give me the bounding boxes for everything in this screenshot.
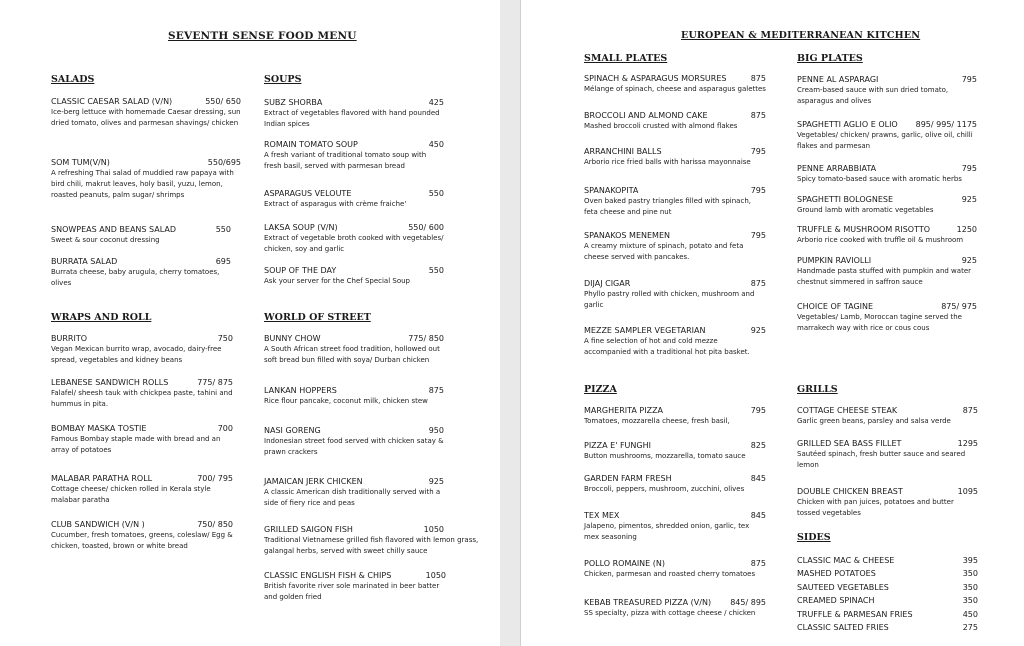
section-heading-soups: SOUPS (264, 74, 302, 85)
section-heading-pizza: PIZZA (584, 384, 617, 395)
item-name: PUMPKIN RAVIOLLI (797, 256, 872, 265)
item-description: Rice flour pancake, coconut milk, chicken stew (264, 397, 428, 405)
item-name: BOMBAY MASKA TOSTIE (51, 424, 147, 433)
item-description: Falafel/ sheesh tauk with chickpea paste, tahini and hummus in pita. (51, 389, 233, 408)
item-name: BUNNY CHOW (264, 334, 321, 343)
item-price: 795 (961, 164, 977, 173)
item-price: 1095 (957, 487, 978, 496)
menu-item (264, 477, 444, 509)
item-price: 795 (750, 147, 766, 156)
item-description: Chicken with pan juices, potatoes and butter tossed vegetables (797, 498, 954, 517)
menu-item (264, 189, 444, 210)
item-description: Spicy tomato-based sauce with aromatic herbs (797, 175, 962, 183)
item-name: ROMAIN TOMATO SOUP (264, 140, 358, 149)
item-description: Cottage cheese/ chicken rolled in Kerala style malabar paratha (51, 485, 211, 504)
menu-item (51, 225, 231, 246)
item-price: 350 (962, 569, 978, 578)
side-item (797, 623, 978, 632)
menu-item (264, 386, 444, 407)
item-description: Extract of asparagus with crème fraiche' (264, 200, 407, 208)
item-price: 825 (750, 441, 766, 450)
item-price: 750/ 850 (197, 520, 233, 529)
item-price: 875 (428, 386, 444, 395)
item-name: BURRITO (51, 334, 88, 343)
item-description: Extract of vegetables flavored with hand pounded Indian spices (264, 109, 440, 128)
item-name: SPANAKOS MENEMEN (584, 231, 670, 240)
item-description: A South African street food tradition, hollowed out soft bread bun filled with soya/ Durban chicken (264, 345, 440, 364)
item-price: 700 (217, 424, 233, 433)
item-price: 700/ 795 (197, 474, 233, 483)
menu-item (584, 147, 766, 168)
menu-item (264, 334, 444, 366)
item-price: 775/ 875 (197, 378, 233, 387)
menu-item (264, 140, 444, 172)
item-description: Vegetables/ Lamb, Moroccan tagine served the marrakech way with rice or cous cous (797, 313, 962, 332)
item-name: BROCCOLI AND ALMOND CAKE (584, 111, 708, 120)
menu-item (264, 571, 446, 603)
item-description: Chicken, parmesan and roasted cherry tomatoes (584, 570, 756, 578)
item-price: 550 (428, 189, 444, 198)
item-price: 950 (428, 426, 444, 435)
item-name: CREAMED SPINACH (797, 596, 875, 605)
item-description: Burrata cheese, baby arugula, cherry tomatoes, olives (51, 268, 220, 287)
menu-page-right (520, 0, 1024, 646)
item-description: Indonesian street food served with chicken satay & prawn crackers (264, 437, 444, 456)
item-name: CLASSIC CAESAR SALAD (V/N) (51, 97, 173, 106)
item-description: Broccoli, peppers, mushroom, zucchini, olives (584, 485, 745, 493)
item-description: Button mushrooms, mozzarella, tomato sauce (584, 452, 746, 460)
item-name: PENNE AL ASPARAGI (797, 75, 879, 84)
item-name: SPANAKOPITA (584, 186, 639, 195)
menu-item (797, 406, 978, 427)
item-price: 795 (961, 75, 977, 84)
item-price: 450 (428, 140, 444, 149)
item-description: Garlic green beans, parsley and salsa verde (797, 417, 951, 425)
item-description: Arborio rice cooked with truffle oil & mushroom (797, 236, 964, 244)
menu-item (51, 424, 233, 456)
menu-item (51, 520, 233, 552)
item-name: COTTAGE CHEESE STEAK (797, 406, 898, 415)
item-name: GRILLED SAIGON FISH (264, 525, 353, 534)
item-name: TRUFFLE & MUSHROOM RISOTTO (797, 225, 931, 234)
menu-item (51, 378, 233, 410)
item-description: Vegan Mexican burrito wrap, avocado, dairy-free spread, vegetables and kidney beans (51, 345, 222, 364)
item-name: TRUFFLE & PARMESAN FRIES (797, 610, 913, 619)
item-description: Sautéed spinach, fresh butter sauce and seared lemon (797, 450, 966, 469)
item-price: 550/ 650 (205, 97, 241, 106)
item-description: Mashed broccoli crusted with almond flakes (584, 122, 738, 130)
menu-page-left (0, 0, 500, 646)
item-price: 775/ 850 (408, 334, 444, 343)
menu-item (584, 474, 766, 495)
item-name: CLASSIC ENGLISH FISH & CHIPS (264, 571, 392, 580)
item-name: NASI GORENG (264, 426, 321, 435)
item-description: Arborio rice fried balls with harissa mayonnaise (584, 158, 751, 166)
item-name: GRILLED SEA BASS FILLET (797, 439, 902, 448)
item-name: POLLO ROMAINE (N) (584, 559, 665, 568)
item-name: CLASSIC SALTED FRIES (797, 623, 889, 632)
item-name: LANKAN HOPPERS (264, 386, 337, 395)
item-description: A fresh variant of traditional tomato soup with fresh basil, served with parmesan bread (264, 151, 427, 170)
item-name: GARDEN FARM FRESH (584, 474, 672, 483)
menu-item (264, 223, 444, 255)
item-name: MASHED POTATOES (797, 569, 876, 578)
item-description: Sweet & sour coconut dressing (51, 236, 160, 244)
item-price: 875 (750, 559, 766, 568)
item-price: 875 (750, 279, 766, 288)
item-price: 895/ 995/ 1175 (915, 120, 977, 129)
menu-item (264, 98, 444, 130)
item-price: 925 (428, 477, 444, 486)
menu-item (51, 334, 233, 366)
item-description: Mélange of spinach, cheese and asparagus galettes (584, 85, 766, 93)
item-description: Oven baked pastry triangles filled with spinach, feta cheese and pine nut (584, 197, 751, 216)
menu-item (797, 120, 977, 152)
side-item (797, 610, 978, 619)
item-description: Ground lamb with aromatic vegetables (797, 206, 934, 214)
item-price: 550/ 600 (408, 223, 444, 232)
item-name: KEBAB TREASURED PIZZA (V/N) (584, 598, 712, 607)
item-description: Phyllo pastry rolled with chicken, mushroom and garlic (584, 290, 755, 309)
item-price: 275 (962, 623, 978, 632)
menu-item (797, 487, 978, 519)
item-price: 795 (750, 186, 766, 195)
side-item (797, 596, 978, 605)
menu-item (584, 441, 766, 462)
menu-item (584, 326, 766, 358)
item-name: SPINACH & ASPARAGUS MORSURES (584, 74, 727, 83)
item-name: DIJAJ CIGAR (584, 279, 631, 288)
item-name: SNOWPEAS AND BEANS SALAD (51, 225, 176, 234)
item-name: JAMAICAN JERK CHICKEN (264, 477, 363, 486)
item-price: 425 (428, 98, 444, 107)
menu-item (51, 158, 241, 201)
item-description: Tomatoes, mozzarella cheese, fresh basil, (584, 417, 730, 425)
item-price: 550 (215, 225, 231, 234)
item-price: 875/ 975 (941, 302, 977, 311)
item-name: MEZZE SAMPLER VEGETARIAN (584, 326, 706, 335)
item-description: SS specialty, pizza with cottage cheese / chicken (584, 609, 756, 617)
item-price: 845 (750, 474, 766, 483)
item-price: 795 (750, 406, 766, 415)
item-price: 1050 (423, 525, 444, 534)
menu-item (264, 426, 444, 458)
item-price: 925 (750, 326, 766, 335)
item-price: 1250 (956, 225, 977, 234)
section-heading-sides: SIDES (797, 532, 831, 543)
menu-item (797, 195, 977, 216)
item-description: Vegetables/ chicken/ prawns, garlic, olive oil, chilli flakes and parmesan (797, 131, 973, 150)
menu-item (51, 257, 231, 289)
item-name: LEBANESE SANDWICH ROLLS (51, 378, 169, 387)
item-description: Famous Bombay staple made with bread and an array of potatoes (51, 435, 221, 454)
item-name: DOUBLE CHICKEN BREAST (797, 487, 903, 496)
menu-item (51, 474, 233, 506)
item-name: CHOICE OF TAGINE (797, 302, 874, 311)
menu-item (584, 74, 766, 95)
item-name: ARRANCHINI BALLS (584, 147, 662, 156)
item-price: 1295 (957, 439, 978, 448)
item-description: Handmade pasta stuffed with pumpkin and water chestnut simmered in saffron sauce (797, 267, 971, 286)
item-name: TEX MEX (584, 511, 620, 520)
menu-item (797, 225, 977, 246)
item-price: 350 (962, 583, 978, 592)
item-description: British favorite river sole marinated in beer batter and golden fried (264, 582, 440, 601)
item-price: 695 (215, 257, 231, 266)
menu-item (584, 511, 766, 543)
item-name: SOM TUM(V/N) (51, 158, 110, 167)
page-title: SEVENTH SENSE FOOD MENU (168, 30, 357, 42)
item-name: CLASSIC MAC & CHEESE (797, 556, 895, 565)
section-heading-small-plates: SMALL PLATES (584, 53, 668, 64)
menu-item (797, 256, 977, 288)
item-name: MALABAR PARATHA ROLL (51, 474, 153, 483)
side-item (797, 556, 978, 565)
menu-item (264, 525, 484, 557)
item-price: 875 (962, 406, 978, 415)
item-price: 875 (750, 111, 766, 120)
item-description: Jalapeno, pimentos, shredded onion, garlic, tex mex seasoning (584, 522, 750, 541)
item-price: 1050 (425, 571, 446, 580)
page-title: EUROPEAN & MEDITERRANEAN KITCHEN (681, 30, 921, 41)
item-name: MARGHERITA PIZZA (584, 406, 664, 415)
menu-item (584, 186, 766, 218)
item-price: 875 (750, 74, 766, 83)
page-gap (500, 0, 520, 646)
item-description: Ask your server for the Chef Special Soup (264, 277, 410, 285)
item-name: CLUB SANDWICH (V/N ) (51, 520, 145, 529)
menu-item (584, 598, 766, 619)
menu-item (584, 231, 766, 263)
menu-item (51, 97, 241, 129)
menu-item (584, 279, 766, 311)
item-name: BURRATA SALAD (51, 257, 118, 266)
section-heading-grills: GRILLS (797, 384, 838, 395)
side-item (797, 583, 978, 592)
item-description: A creamy mixture of spinach, potato and feta cheese served with pancakes. (584, 242, 744, 261)
item-description: Traditional Vietnamese grilled fish flavored with lemon grass, galangal herbs, served with sweet chilly sauce (264, 536, 479, 555)
item-description: Cream-based sauce with sun dried tomato, asparagus and olives (797, 86, 949, 105)
side-item (797, 569, 978, 578)
item-price: 550/695 (207, 158, 241, 167)
item-name: SUBZ SHORBA (264, 98, 323, 107)
menu-item (797, 164, 977, 185)
item-name: SPAGHETTI BOLOGNESE (797, 195, 894, 204)
item-price: 450 (962, 610, 978, 619)
item-name: LAKSA SOUP (V/N) (264, 223, 338, 232)
section-heading-big-plates: BIG PLATES (797, 53, 863, 64)
menu-item (797, 302, 977, 334)
menu-item (584, 559, 766, 580)
item-price: 925 (961, 195, 977, 204)
item-price: 750 (217, 334, 233, 343)
item-name: PIZZA E' FUNGHI (584, 441, 651, 450)
item-price: 550 (428, 266, 444, 275)
item-description: A refreshing Thai salad of muddied raw papaya with bird chili, makrut leaves, holy basil, yuzu, lemon, roasted peanuts, palm sugar/ shrimps (51, 169, 234, 199)
item-name: SPAGHETTI AGLIO E OLIO (797, 120, 898, 129)
item-price: 925 (961, 256, 977, 265)
item-name: PENNE ARRABBIATA (797, 164, 877, 173)
item-name: ASPARAGUS VELOUTE (264, 189, 352, 198)
item-name: SOUP OF THE DAY (264, 266, 337, 275)
item-description: Ice-berg lettuce with homemade Caesar dressing, sun dried tomato, olives and parmesan shavings/ chicken (51, 108, 241, 127)
menu-item (264, 266, 444, 287)
item-description: A fine selection of hot and cold mezze accompanied with a traditional hot pita basket. (584, 337, 750, 356)
menu-item (584, 406, 766, 427)
item-price: 350 (962, 596, 978, 605)
item-description: A classic American dish traditionally served with a side of fiery rice and peas (264, 488, 441, 507)
section-heading-salads: SALADS (51, 74, 95, 85)
item-price: 795 (750, 231, 766, 240)
section-heading-street: WORLD OF STREET (264, 312, 371, 323)
item-description: Cucumber, fresh tomatoes, greens, coleslaw/ Egg & chicken, toasted, brown or white bread (51, 531, 233, 550)
menu-item (797, 75, 977, 107)
item-description: Extract of vegetable broth cooked with vegetables/ chicken, soy and garlic (264, 234, 444, 253)
section-heading-wraps: WRAPS AND ROLL (51, 312, 152, 323)
menu-item (584, 111, 766, 132)
item-price: 845 (750, 511, 766, 520)
menu-item (797, 439, 978, 471)
item-price: 395 (962, 556, 978, 565)
item-name: SAUTEED VEGETABLES (797, 583, 889, 592)
item-price: 845/ 895 (730, 598, 766, 607)
